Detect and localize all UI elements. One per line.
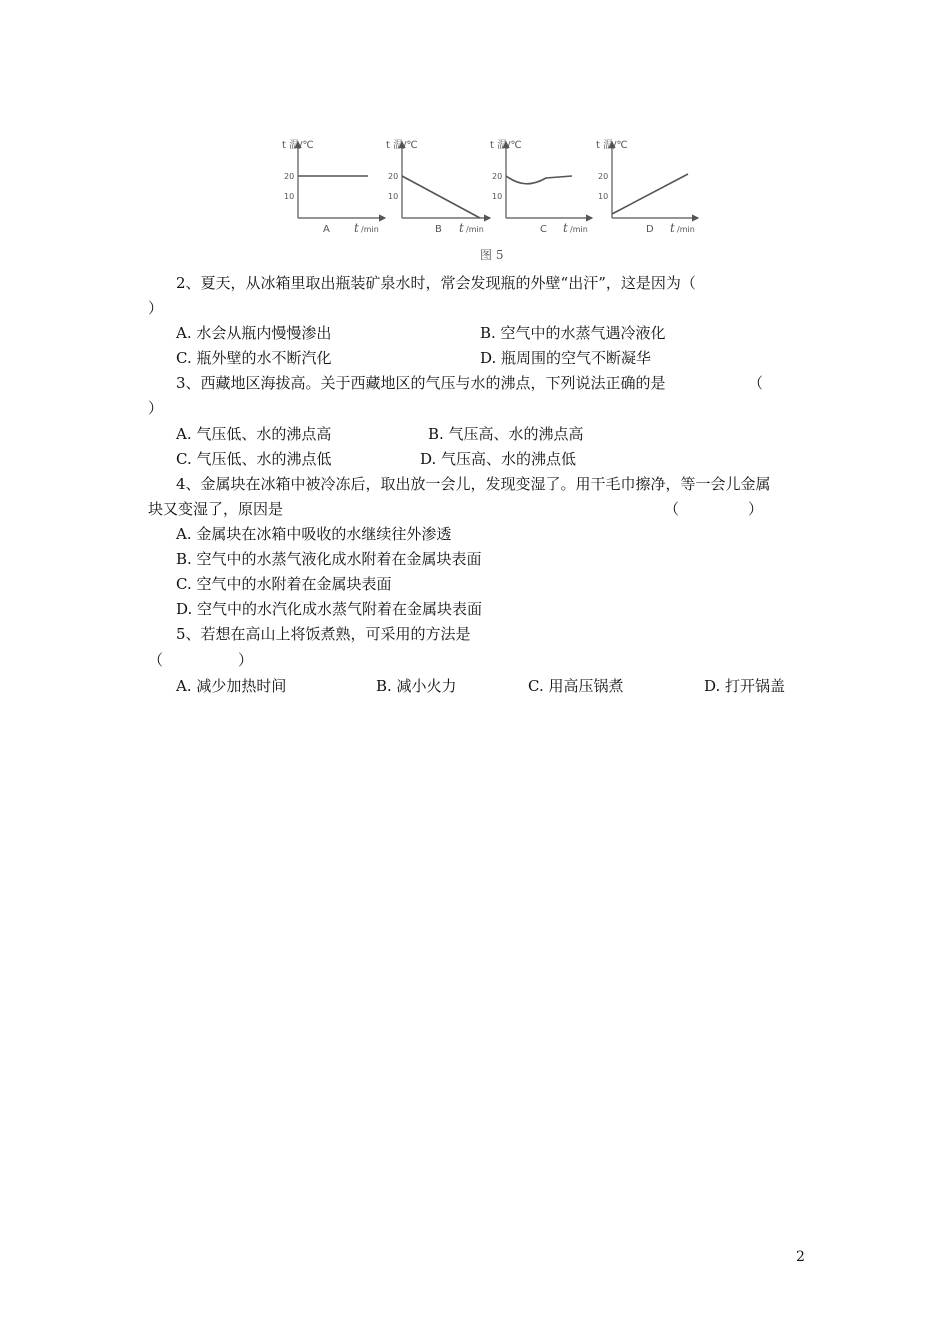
q5-option-d: D. 打开锅盖 [704,677,786,695]
graph-b [386,139,490,235]
q5-paren-open: （ [148,651,164,669]
q3-stem: 3、西藏地区海拔高。关于西藏地区的气压与水的沸点，下列说法正确的是 [176,374,666,392]
q3-option-d: D. 气压高、水的沸点低 [420,450,577,468]
tick-10: 10 [388,192,399,201]
curve-c [506,176,572,184]
x-axis-unit: /min [361,225,379,234]
q3-option-a: A. 气压低、水的沸点高 [176,425,332,443]
figure-5 [270,134,710,264]
x-axis-unit: /min [677,225,695,234]
q2-stem-cont: ） [148,299,164,317]
q2-option-d: D. 瓶周围的空气不断凝华 [480,349,652,367]
q3-option-b: B. 气压高、水的沸点高 [428,425,584,443]
curve-b [402,176,480,218]
q3-stem-cont: ） [148,399,164,417]
panel-letter: B [435,224,442,235]
q4-option-a: A. 金属块在冰箱中吸收的水继续往外渗透 [176,525,452,543]
q4-option-b: B. 空气中的水蒸气液化成水附着在金属块表面 [176,550,482,568]
curve-d [612,174,688,214]
q5-paren-close: ） [238,651,254,669]
q5-stem: 5、若想在高山上将饭煮熟，可采用的方法是 [176,625,471,643]
graph-d [596,139,698,235]
tick-20: 20 [492,172,503,181]
q3-paren-open: （ [748,374,764,392]
graph-a [282,139,385,235]
q4-stem-cont: 块又变湿了，原因是 [148,500,284,518]
q5-option-a: A. 减少加热时间 [176,677,287,695]
q4-stem: 4、金属块在冰箱中被冷冻后，取出放一会儿，发现变湿了。用干毛巾擦净，等一会儿金属 [176,475,771,493]
x-axis-unit: /min [570,225,588,234]
q3-option-c: C. 气压低、水的沸点低 [176,450,332,468]
tick-10: 10 [598,192,609,201]
q4-paren-open: （ [664,500,680,518]
graph-c [490,139,592,235]
q4-paren-close: ） [748,500,764,518]
q2-option-a: A. 水会从瓶内慢慢渗出 [176,324,332,342]
page-number: 2 [796,1249,805,1265]
x-axis-t: t [459,221,464,235]
x-axis-t: t [670,221,675,235]
tick-10: 10 [492,192,503,201]
temperature-time-graphs [270,134,710,244]
q4-option-d: D. 空气中的水汽化成水蒸气附着在金属块表面 [176,600,483,618]
tick-20: 20 [388,172,399,181]
y-axis-label: t 温/℃ [596,140,628,151]
y-axis-label: t 温/℃ [490,140,522,151]
q2-stem: 2、夏天，从冰箱里取出瓶装矿泉水时，常会发现瓶的外壁“出汗”，这是因为（ [176,274,696,292]
figure-caption: 图 5 [480,248,504,262]
tick-20: 20 [284,172,295,181]
panel-letter: A [323,224,330,235]
tick-20: 20 [598,172,609,181]
panel-letter: D [646,224,654,235]
x-axis-unit: /min [466,225,484,234]
q5-option-c: C. 用高压锅煮 [528,677,624,695]
q4-option-c: C. 空气中的水附着在金属块表面 [176,575,392,593]
x-axis-t: t [354,221,359,235]
x-axis-t: t [563,221,568,235]
panel-letter: C [540,224,547,235]
tick-10: 10 [284,192,295,201]
q2-option-c: C. 瓶外壁的水不断汽化 [176,349,332,367]
y-axis-label: t 温/℃ [386,140,418,151]
q5-option-b: B. 减小火力 [376,677,457,695]
y-axis-label: t 温/℃ [282,140,314,151]
q2-option-b: B. 空气中的水蒸气遇冷液化 [480,324,666,342]
